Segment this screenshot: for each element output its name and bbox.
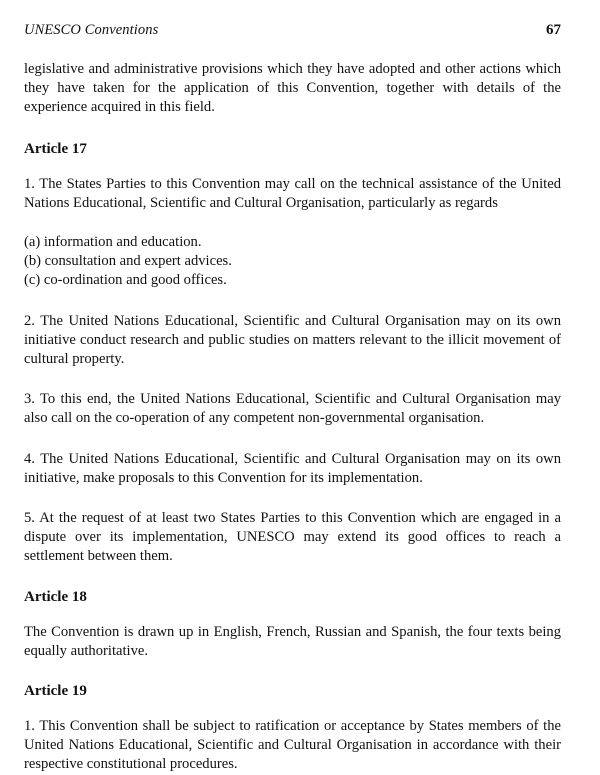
article-17-paragraph-4: 4. The United Nations Educational, Scientific and Cultural Organisation may on its own initiative, make proposals to this Convention for its implementation. <box>24 450 561 486</box>
article-18-section <box>24 588 561 661</box>
running-header <box>24 22 561 44</box>
article-17-paragraph-2: 2. The United Nations Educational, Scientific and Cultural Organisation may on its own initiative conduct research and public studies on matters relevant to the illicit movement of cultural property. <box>24 312 561 368</box>
continuation-paragraph: legislative and administrative provisions which they have adopted and other actions which they have taken for the application of this Convention, together with details of the experience acquired in this field. <box>24 61 561 116</box>
article-17-heading: Article 17 <box>24 140 87 157</box>
list-item: (b) consultation and expert advices. <box>24 253 232 270</box>
list-item: (a) information and education. <box>24 234 202 251</box>
article-18-paragraph-1: The Convention is drawn up in English, French, Russian and Spanish, the four texts being equally authoritative. <box>24 623 561 659</box>
article-19-heading: Article 19 <box>24 683 87 700</box>
article-17-section <box>24 140 561 567</box>
article-17-paragraph-3: 3. To this end, the United Nations Educational, Scientific and Cultural Organisation may also call on the co-operation of any competent non-governmental organisation. <box>24 391 561 427</box>
article-18-heading: Article 18 <box>24 588 87 605</box>
article-17-list <box>24 233 561 291</box>
article-19-paragraph-1: 1. This Convention shall be subject to ratification or acceptance by States members of the United Nations Educational, Scientific and Cultural Organisation in accordance with their respective constitutional procedures. <box>24 718 561 773</box>
page-number: 67 <box>546 22 561 38</box>
article-19-section <box>24 682 561 775</box>
running-title: UNESCO Conventions <box>24 22 159 38</box>
document-page <box>24 22 561 775</box>
article-17-paragraph-1: 1. The States Parties to this Convention may call on the technical assistance of the United Nations Educational, Scientific and Cultural Organisation, particularly as regards <box>24 175 561 211</box>
article-17-paragraph-5: 5. At the request of at least two States Parties to this Convention which are engaged in a dispute over its implementation, UNESCO may extend its good offices to reach a settlement between them. <box>24 510 561 565</box>
list-item: (c) co-ordination and good offices. <box>24 272 227 289</box>
